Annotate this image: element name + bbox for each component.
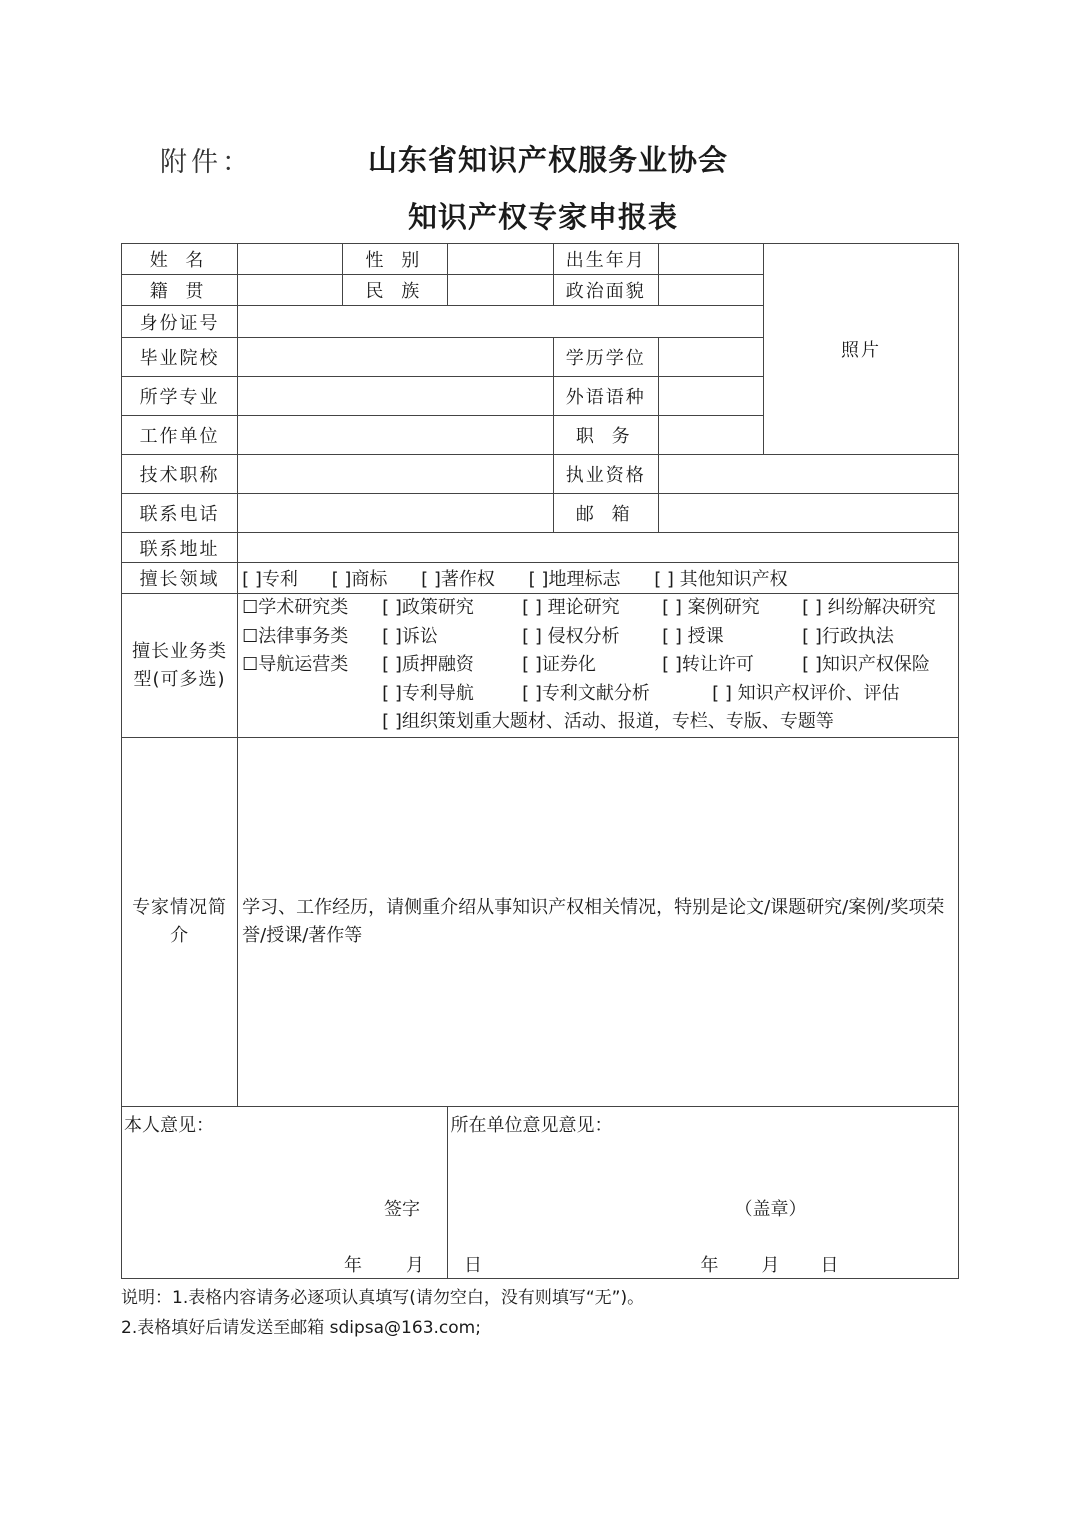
business-category-academic[interactable]: ☐学术研究类 <box>242 597 349 619</box>
org-date-month: 月 <box>761 1255 780 1276</box>
birth-field[interactable] <box>658 244 763 275</box>
self-date-day: 日 <box>464 1255 482 1276</box>
title-field[interactable] <box>238 455 554 494</box>
business-option[interactable]: [ ]政策研究 <box>382 597 474 619</box>
political-field[interactable] <box>658 275 763 306</box>
self-opinion-title: 本人意见： <box>124 1115 214 1136</box>
org-date-year: 年 <box>700 1255 719 1276</box>
business-option[interactable]: [ ] 授课 <box>662 625 724 647</box>
political-label: 政治面貌 <box>553 275 658 306</box>
attachment-label: 附件： <box>160 147 253 178</box>
business-option[interactable]: [ ]专利导航 <box>382 682 474 704</box>
major-label: 所学专业 <box>122 377 238 416</box>
instruction-note-1: 说明：1.表格内容请务必逐项认真填写(请勿空白，没有则填写“无”)。 <box>121 1288 645 1308</box>
native-place-field[interactable] <box>238 275 343 306</box>
signature-label: 签字 <box>384 1199 420 1220</box>
business-option[interactable]: [ ]质押融资 <box>382 654 474 676</box>
birth-label: 出生年月 <box>553 244 658 275</box>
school-label: 毕业院校 <box>122 338 238 377</box>
degree-label: 学历学位 <box>553 338 658 377</box>
business-option[interactable]: [ ] 理论研究 <box>522 597 620 619</box>
intro-field[interactable] <box>238 738 959 1107</box>
photo-label: 照片 <box>840 340 881 361</box>
business-option[interactable]: [ ]诉讼 <box>382 625 438 647</box>
association-title: 山东省知识产权服务业协会 <box>368 143 729 177</box>
business-option[interactable]: [ ]证券化 <box>522 654 596 676</box>
name-label: 姓 名 <box>122 244 238 275</box>
areas-label: 擅长领域 <box>122 563 238 594</box>
name-field[interactable] <box>238 244 343 275</box>
language-label: 外语语种 <box>553 377 658 416</box>
business-option[interactable]: [ ]组织策划重大题材、活动、报道，专栏、专版、专题等 <box>382 711 834 733</box>
photo-box[interactable] <box>763 244 958 455</box>
business-option[interactable]: [ ]知识产权保险 <box>802 654 930 676</box>
seal-label: （盖章） <box>734 1199 807 1220</box>
business-option[interactable]: [ ] 知识产权评价、评估 <box>712 682 900 704</box>
address-label: 联系地址 <box>122 533 238 563</box>
self-date-month: 月 <box>406 1255 424 1276</box>
area-option-patent[interactable]: [ ]专利 <box>242 569 298 590</box>
employer-field[interactable] <box>238 416 554 455</box>
business-category-legal[interactable]: ☐法律事务类 <box>242 625 349 647</box>
business-option[interactable]: [ ] 侵权分析 <box>522 625 620 647</box>
id-number-field[interactable] <box>238 306 764 338</box>
area-option-trademark[interactable]: [ ]商标 <box>331 569 388 590</box>
business-row <box>242 623 954 652</box>
business-option[interactable]: [ ] 纠纷解决研究 <box>802 597 936 619</box>
intro-hint: 学习、工作经历，请侧重介绍从事知识产权相关情况，特别是论文/课题研究/案例/奖项荣誉/授课/著作等 <box>242 897 945 946</box>
business-option[interactable]: [ ]专利文献分析 <box>522 682 650 704</box>
intro-label: 专家情况简介 <box>122 738 238 1107</box>
position-label: 职 务 <box>553 416 658 455</box>
email-label: 邮 箱 <box>553 494 658 533</box>
business-row <box>242 708 954 737</box>
gender-field[interactable] <box>448 244 553 275</box>
phone-label: 联系电话 <box>122 494 238 533</box>
areas-options <box>238 563 959 594</box>
business-label: 擅长业务类型(可多选) <box>122 594 238 738</box>
business-row <box>242 594 954 623</box>
title-label: 技术职称 <box>122 455 238 494</box>
language-field[interactable] <box>658 377 763 416</box>
id-number-label: 身份证号 <box>122 306 238 338</box>
school-field[interactable] <box>238 338 554 377</box>
employer-label: 工作单位 <box>122 416 238 455</box>
org-date-day: 日 <box>820 1255 839 1276</box>
native-place-label: 籍 贯 <box>122 275 238 306</box>
business-row <box>242 680 954 709</box>
business-option[interactable]: [ ]行政执法 <box>802 625 894 647</box>
email-field[interactable] <box>658 494 958 533</box>
instruction-note-2: 2.表格填好后请发送至邮箱 sdipsa@163.com; <box>121 1318 481 1338</box>
major-field[interactable] <box>238 377 554 416</box>
phone-field[interactable] <box>238 494 554 533</box>
degree-field[interactable] <box>658 338 763 377</box>
position-field[interactable] <box>658 416 763 455</box>
business-option[interactable]: [ ] 案例研究 <box>662 597 760 619</box>
org-opinion-title: 所在单位意见意见： <box>450 1115 613 1136</box>
address-field[interactable] <box>238 533 959 563</box>
business-option[interactable]: [ ]转让许可 <box>662 654 754 676</box>
business-category-navigation[interactable]: ☐导航运营类 <box>242 654 349 676</box>
self-date-year: 年 <box>344 1255 362 1276</box>
qualification-field[interactable] <box>658 455 958 494</box>
form-title: 知识产权专家申报表 <box>408 200 679 234</box>
area-option-other-ip[interactable]: [ ] 其他知识产权 <box>654 569 788 590</box>
business-row <box>242 651 954 680</box>
area-option-geo-indication[interactable]: [ ]地理标志 <box>528 569 621 590</box>
org-opinion-box[interactable] <box>448 1107 959 1279</box>
qualification-label: 执业资格 <box>553 455 658 494</box>
business-options <box>238 594 959 738</box>
application-form <box>121 243 959 1279</box>
area-option-copyright[interactable]: [ ]著作权 <box>421 569 495 590</box>
ethnicity-label: 民 族 <box>343 275 448 306</box>
self-opinion-box[interactable] <box>122 1107 482 1279</box>
ethnicity-field[interactable] <box>448 275 553 306</box>
gender-label: 性 别 <box>343 244 448 275</box>
